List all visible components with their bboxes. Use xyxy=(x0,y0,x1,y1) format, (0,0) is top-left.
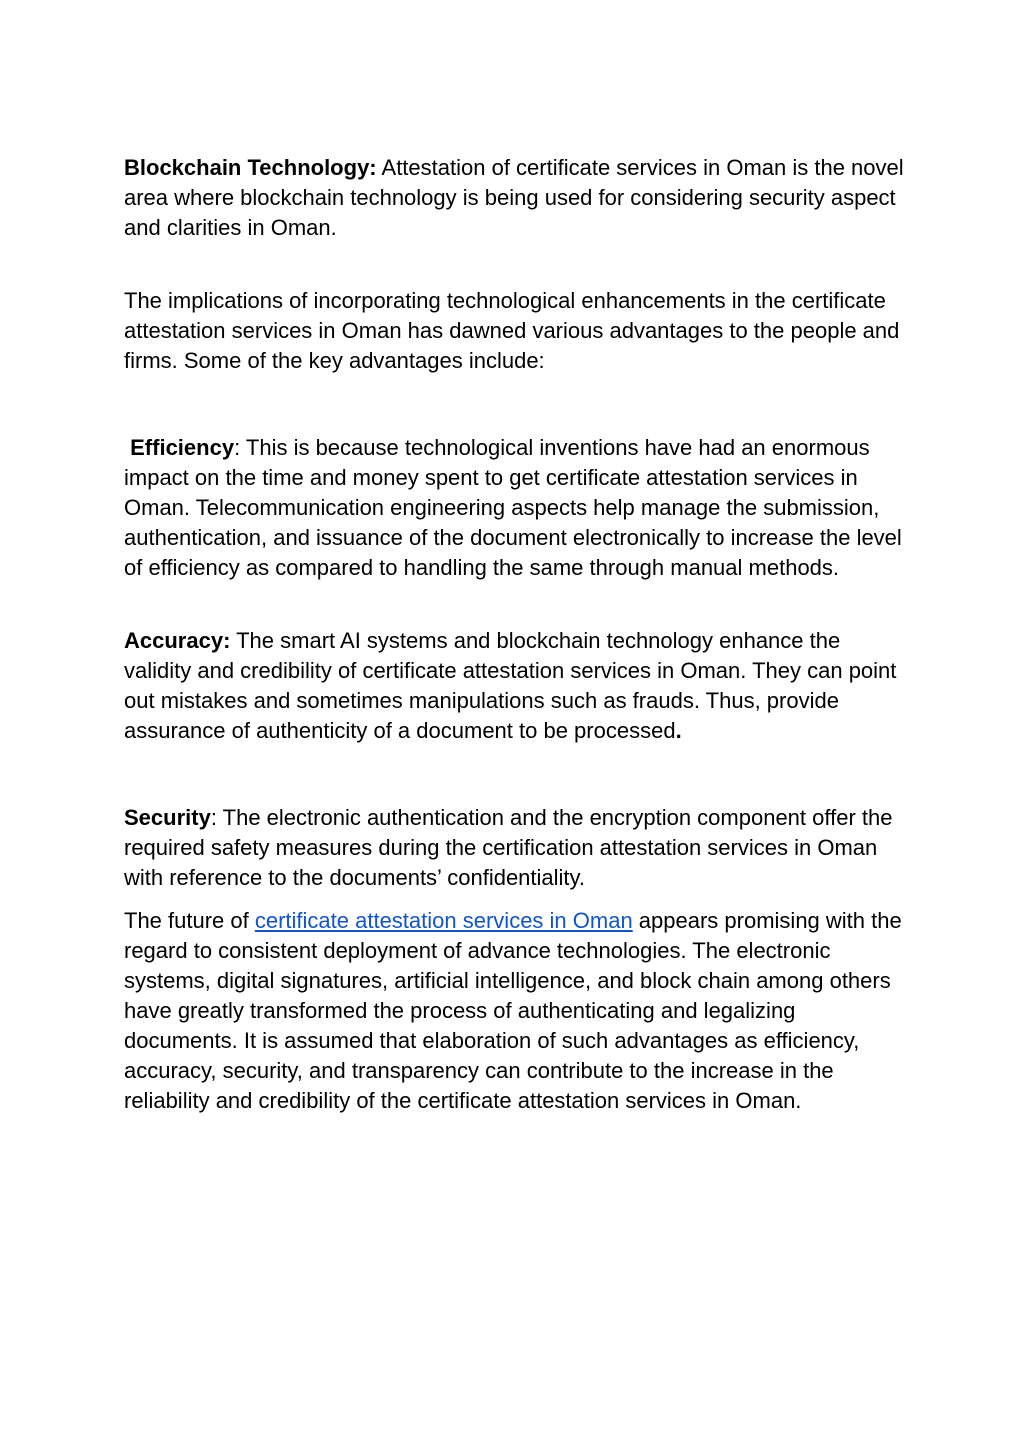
text-accuracy: The smart AI systems and blockchain technology enhance the validity and credibility of certificate attestation services in Oman. They can point out mistakes and sometimes manipulations such as frauds. Thus, provide assurance of authenticity of a document to be processed xyxy=(124,628,897,743)
paragraph-accuracy xyxy=(124,626,904,746)
accuracy-end-mark: . xyxy=(675,718,682,743)
paragraph-efficiency xyxy=(124,433,904,583)
heading-blockchain: Blockchain Technology: xyxy=(124,155,377,180)
text-future-before-link: The future of xyxy=(124,908,255,933)
text-implications: The implications of incorporating technological enhancements in the certificate attestation services in Oman has dawned various advantages to the people and firms. Some of the key advantages include: xyxy=(124,288,900,373)
text-blockchain: Attestation of certificate services in Oman is the novel area where blockchain technology is being used for considering security aspect and clarities in Oman. xyxy=(124,155,904,240)
heading-efficiency: Efficiency xyxy=(130,435,235,460)
paragraph-future xyxy=(124,906,904,1116)
heading-accuracy: Accuracy: xyxy=(124,628,231,653)
text-efficiency: : This is because technological inventions have had an enormous impact on the time and money spent to get certificate attestation services in Oman. Telecommunication engineering aspects help manage the submission, authentication, and issuance of the document electronically to increase the level of efficiency as compared to handling the same through manual methods. xyxy=(124,435,902,580)
paragraph-implications xyxy=(124,286,904,376)
paragraph-blockchain xyxy=(124,153,904,243)
paragraph-security xyxy=(124,803,904,893)
text-security: : The electronic authentication and the encryption component offer the required safety measures during the certification attestation services in Oman with reference to the documents’ confidentiality. xyxy=(124,805,893,890)
certificate-attestation-link[interactable]: certificate attestation services in Oman xyxy=(254,908,633,933)
document-page xyxy=(124,153,904,1116)
heading-security: Security xyxy=(124,805,211,830)
text-future-after-link: appears promising with the regard to consistent deployment of advance technologies. The electronic systems, digital signatures, artificial intelligence, and block chain among others have greatly transformed the process of authenticating and legalizing documents. It is assumed that elaboration of such advantages as efficiency, accuracy, security, and transparency can contribute to the increase in the reliability and credibility of the certificate attestation services in Oman. xyxy=(124,908,902,1113)
